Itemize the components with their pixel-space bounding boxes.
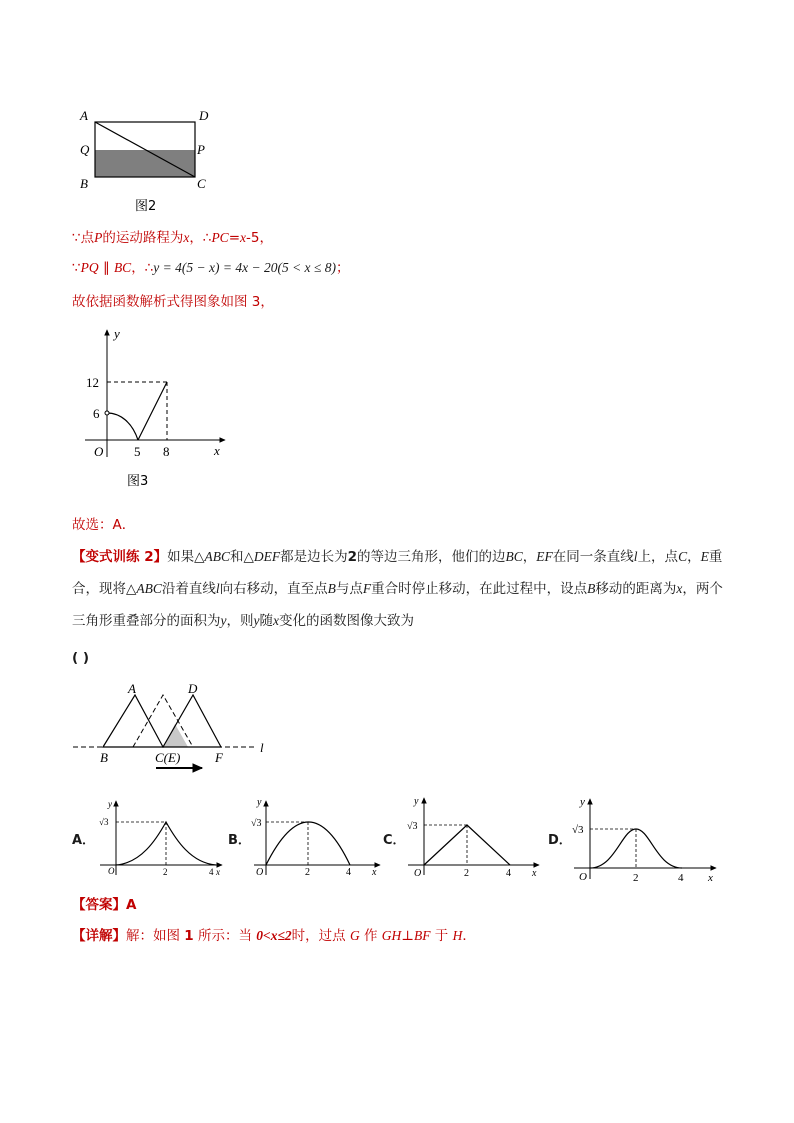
label-l: l <box>260 740 264 755</box>
x-label: x <box>708 872 713 883</box>
sqrt3: √3 <box>251 818 262 829</box>
range: 0<x≤2 <box>256 928 292 943</box>
label-F: F <box>215 750 223 765</box>
label-A: A <box>128 681 136 696</box>
text: ，则 <box>226 613 254 629</box>
triangle-moved-dashed <box>133 695 193 747</box>
text: 的等边三角形，他们的边 <box>357 549 506 565</box>
text: 向右移动，直至点 <box>219 581 328 597</box>
detail-tag: 【详解】 <box>72 928 126 944</box>
origin: O <box>256 867 264 878</box>
var: x <box>273 613 279 628</box>
label-P: P <box>197 142 205 157</box>
text: 于 <box>430 928 453 944</box>
text: ， <box>131 260 145 276</box>
line-part-2 <box>138 382 167 440</box>
origin: O <box>579 871 587 883</box>
formula: y = 4(5 − x) = 4x − 20(5 < x ≤ 8) <box>153 260 336 275</box>
option-a-graph[interactable] <box>96 795 226 880</box>
y-label: y <box>580 796 585 808</box>
text: 与点 <box>335 581 363 597</box>
figure-3 <box>80 322 240 492</box>
label-C: C <box>197 176 206 191</box>
option-b-graph[interactable] <box>250 795 385 880</box>
label-D: D <box>199 108 209 123</box>
y-axis-label: y <box>114 326 120 341</box>
sqrt3: √3 <box>407 821 418 832</box>
var: H <box>452 928 463 943</box>
var: C <box>678 549 688 564</box>
answer-line <box>72 895 136 915</box>
number: 1 <box>184 928 194 944</box>
var: F <box>362 581 372 596</box>
text: 上，点 <box>637 549 679 565</box>
text: 变化的函数图像大致为 <box>279 613 414 629</box>
text: ∴ <box>144 260 154 276</box>
text: ； <box>335 260 350 276</box>
detail-line <box>72 926 476 946</box>
text: = <box>228 230 241 246</box>
text: 的运动路程为 <box>102 230 184 246</box>
shaded-region <box>95 150 195 177</box>
label-CE: C(E) <box>155 750 181 765</box>
text: ，∴ <box>189 230 212 246</box>
option-c-label[interactable]: C． <box>383 833 406 848</box>
tick-4: 4 <box>506 868 511 879</box>
option-a-label[interactable]: A． <box>72 833 96 848</box>
overlap-shaded <box>163 724 188 747</box>
figure-2-caption: 图2 <box>135 199 157 214</box>
y-tick-6: 6 <box>93 406 100 421</box>
x-label: x <box>532 868 537 879</box>
label-Q: Q <box>80 142 90 157</box>
answer-paren: ( ) <box>72 650 90 666</box>
var: l <box>633 549 638 564</box>
x-tick-8: 8 <box>163 444 170 459</box>
var: ABC <box>204 549 230 564</box>
text: 沿着直线 <box>161 581 216 597</box>
tick-4: 4 <box>346 867 351 878</box>
text: 解：如图 <box>126 928 185 944</box>
x-label: x <box>216 867 220 877</box>
text: 移动的距离为 <box>595 581 677 597</box>
var: ABC <box>136 581 162 596</box>
var-p: P <box>94 230 103 245</box>
var: GH⊥BF <box>381 928 431 943</box>
x-tick-5: 5 <box>134 444 141 459</box>
origin: O <box>108 866 115 876</box>
step-1 <box>72 228 273 248</box>
open-point <box>105 411 109 415</box>
var-bc: BC <box>113 260 132 275</box>
var: y <box>220 613 227 628</box>
label-B: B <box>100 750 108 765</box>
var: G <box>349 928 360 943</box>
x-axis-label: x <box>214 443 220 458</box>
figure-2 <box>70 100 230 220</box>
figure-3-caption: 图3 <box>127 474 149 489</box>
var: EF <box>536 549 553 564</box>
answer-value: A <box>126 897 137 913</box>
tick-2: 2 <box>163 867 168 877</box>
origin-label: O <box>94 444 104 459</box>
y-label: y <box>414 796 419 807</box>
text: ，两个三角形重叠部分的面积为 <box>72 581 723 629</box>
var: B <box>327 581 336 596</box>
text: 所示：当 <box>193 928 257 944</box>
y-tick-12: 12 <box>86 375 99 390</box>
sqrt3: √3 <box>572 824 584 836</box>
var: B <box>587 581 596 596</box>
text: ∥ <box>98 260 114 276</box>
var-pc: PC <box>211 230 229 245</box>
text: 如果△ <box>167 549 205 565</box>
step-2 <box>72 258 349 278</box>
step-3: 故依据函数解析式得图象如图 3， <box>72 294 274 310</box>
label-D: D <box>188 681 198 696</box>
var: l <box>215 581 220 596</box>
problem-statement <box>72 541 732 637</box>
option-c-graph[interactable] <box>404 792 544 880</box>
text: 作 <box>359 928 382 944</box>
curve-part-1 <box>107 413 138 440</box>
text: 随 <box>259 613 273 629</box>
var-pq: PQ <box>80 260 99 275</box>
var: DEF <box>253 549 281 564</box>
text: 时，过点 <box>291 928 350 944</box>
text: 在同一条直线 <box>552 549 634 565</box>
var: y <box>253 613 260 628</box>
tick-2: 2 <box>464 868 469 879</box>
sqrt3: √3 <box>99 817 109 827</box>
var: BC <box>505 549 523 564</box>
text: ∵ <box>72 260 81 276</box>
y-label: y <box>108 799 112 809</box>
label-A: A <box>80 108 88 123</box>
x-label: x <box>372 867 377 878</box>
text: ， <box>522 549 537 565</box>
text: 都是边长为 <box>280 549 348 565</box>
triangle-figure <box>70 680 280 775</box>
var-x: x <box>183 230 190 245</box>
text: ∵点 <box>72 230 95 246</box>
answer-tag: 【答案】 <box>72 897 126 913</box>
tick-4: 4 <box>678 872 684 883</box>
text: 重合时停止移动，在此过程中，设点 <box>371 581 588 597</box>
label-B: B <box>80 176 88 191</box>
text: ， <box>687 549 701 565</box>
option-d-graph[interactable] <box>570 793 720 883</box>
text: -5， <box>246 230 273 246</box>
var-x: x <box>240 230 247 245</box>
y-label: y <box>257 797 262 808</box>
text: ． <box>462 928 476 944</box>
tick-2: 2 <box>305 867 310 878</box>
text: 和△ <box>229 549 254 565</box>
triangle-abc <box>103 695 163 747</box>
text: 重合，现将△ <box>72 549 723 597</box>
prev-answer: 故选：A． <box>72 517 136 533</box>
origin: O <box>414 868 422 879</box>
option-b-label[interactable]: B． <box>228 833 251 848</box>
var: E <box>700 549 709 564</box>
tick-2: 2 <box>633 872 639 883</box>
tick-4: 4 <box>209 867 214 877</box>
option-d-label[interactable]: D． <box>548 833 572 848</box>
var: x <box>676 581 683 596</box>
problem-tag: 【变式训练 2】 <box>72 549 168 565</box>
number: 2 <box>347 549 358 565</box>
